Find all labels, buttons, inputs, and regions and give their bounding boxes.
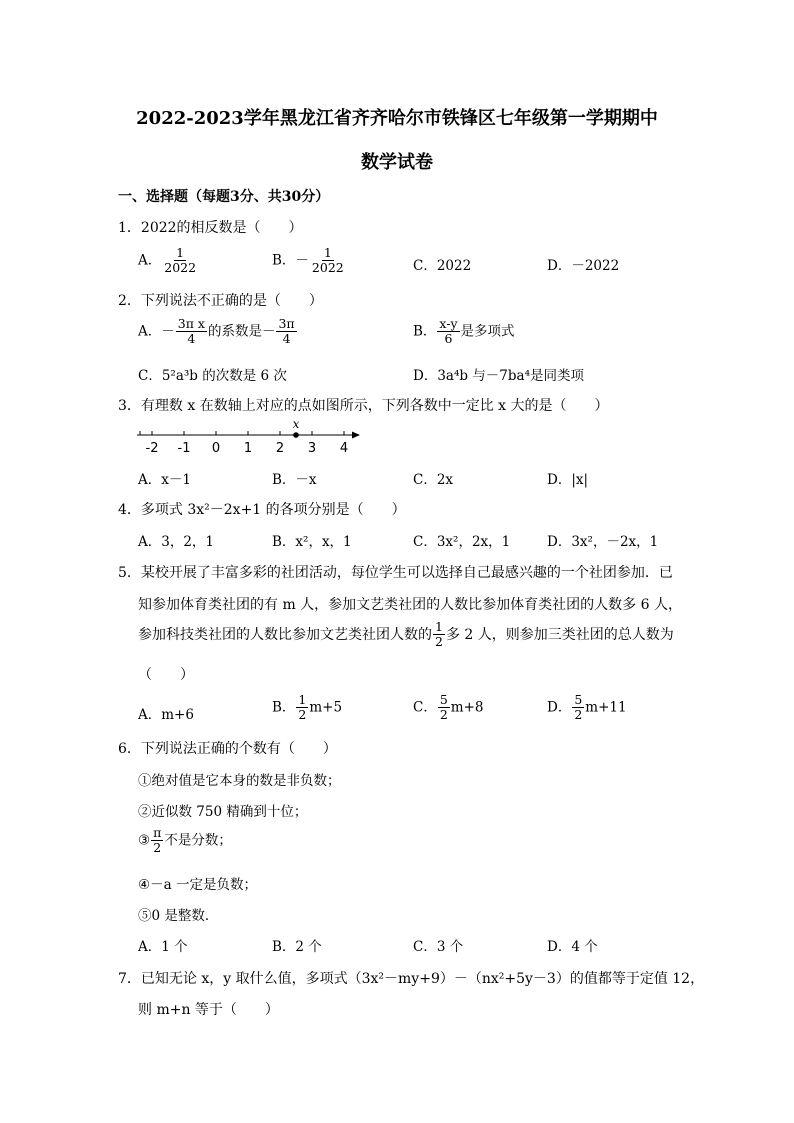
question-6-statement-5: ⑤0 是整数． [138, 908, 219, 924]
question-5-line3: 参加科技类社团的人数比参加文艺类社团人数的 $\frac{1}{2}$ 多 2 人，则参加三类社团的总人数为 [138, 619, 674, 650]
question-4-option-d: D．3x²，－2x，1 [547, 534, 659, 550]
number-line-figure [134, 416, 366, 458]
question-1-option-c: C．2022 [413, 258, 472, 274]
question-6-stem: 6．下列说法正确的个数有（ ） [118, 741, 337, 757]
question-1-option-b: B．－ $\frac{1}{2022}$ [272, 245, 344, 276]
question-6-option-c: C．3 个 [413, 939, 464, 955]
question-3-option-b: B．－x [272, 472, 317, 488]
question-4-stem: 4．多项式 3x²－2x+1 的各项分别是（ ） [118, 502, 406, 518]
question-3-option-a: A．x－1 [138, 472, 191, 488]
question-2-option-d: D．3a⁴b 与－7ba⁴是同类项 [413, 368, 584, 384]
question-7-line1: 7．已知无论 x，y 取什么值，多项式（3x²－my+9）－（nx²+5y－3）的值都等于定值 12， [118, 971, 705, 987]
question-6-statement-2: ②近似数 750 精确到十位； [138, 804, 308, 820]
question-6-option-d: D．4 个 [547, 939, 598, 955]
number-line-arrow [352, 432, 360, 439]
number-line-tick-label: 1 [243, 441, 253, 456]
question-4-option-a: A．3，2，1 [138, 534, 215, 550]
question-4-option-b: B．x²，x，1 [272, 534, 352, 550]
number-line-point [293, 432, 299, 438]
question-6-option-a: A．1 个 [138, 939, 188, 955]
question-5-option-b: B． $\frac{1}{2}$ m+5 [272, 692, 343, 723]
paper-title-line1: 2022-2023学年黑龙江省齐齐哈尔市铁锋区七年级第一学期期中 [136, 108, 658, 129]
question-5-option-d: D． $\frac{5}{2}$ m+11 [547, 692, 627, 723]
question-5-line2: 知参加体育类社团的有 m 人，参加文艺类社团的人数比参加体育类社团的人数多 6 人， [138, 597, 682, 613]
question-5-line1: 5．某校开展了丰富多彩的社团活动，每位学生可以选择自己最感兴趣的一个社团参加．已 [118, 565, 673, 581]
question-6-statement-4: ④－a 一定是负数； [138, 877, 257, 893]
question-2-option-c: C．5²a³b 的次数是 6 次 [138, 368, 287, 384]
question-6-statement-3: ③ $\frac{\pi}{2}$ 不是分数； [138, 825, 232, 856]
number-line-tick-label: 4 [339, 441, 349, 456]
number-line-point-label: x [292, 417, 300, 431]
number-line-tick-label: -1 [177, 441, 191, 456]
question-2-option-b: B． $\frac{x-y}{6}$ 是多项式 [413, 316, 515, 347]
section-heading: 一、选择题（每题3分、共30分） [118, 189, 330, 205]
question-1-option-d: D．－2022 [547, 258, 620, 274]
question-5-line4: （ ） [138, 667, 194, 683]
question-6-option-b: B．2 个 [272, 939, 322, 955]
question-3-option-c: C．2x [413, 472, 454, 488]
question-2-option-a: A．－ $\frac{\text{3π x}}{4}$ 的系数是－ $\frac{3\pi}{4}$ [138, 316, 295, 347]
question-5-option-a: A．m+6 [138, 707, 194, 723]
question-3-stem: 3．有理数 x 在数轴上对应的点如图所示，下列各数中一定比 x 大的是（ ） [118, 398, 609, 414]
question-2-stem: 2．下列说法不正确的是（ ） [118, 293, 323, 309]
question-5-option-c: C． $\frac{5}{2}$ m+8 [413, 692, 484, 723]
question-1-option-a: A． $\frac{1}{2022}$ [138, 245, 197, 276]
question-1-stem: 1．2022的相反数是（ ） [118, 220, 303, 236]
question-7-line2: 则 m+n 等于（ ） [138, 1002, 279, 1018]
number-line-tick-label: 2 [275, 441, 285, 456]
question-6-statement-1: ①绝对值是它本身的数是非负数； [138, 773, 341, 789]
number-line-tick-label: 0 [211, 441, 221, 456]
number-line-tick-label: -2 [145, 441, 159, 456]
question-3-option-d: D．|x| [547, 472, 589, 488]
number-line-tick-label: 3 [307, 441, 317, 456]
paper-title-line2: 数学试卷 [361, 152, 433, 173]
question-4-option-c: C．3x²，2x，1 [413, 534, 511, 550]
